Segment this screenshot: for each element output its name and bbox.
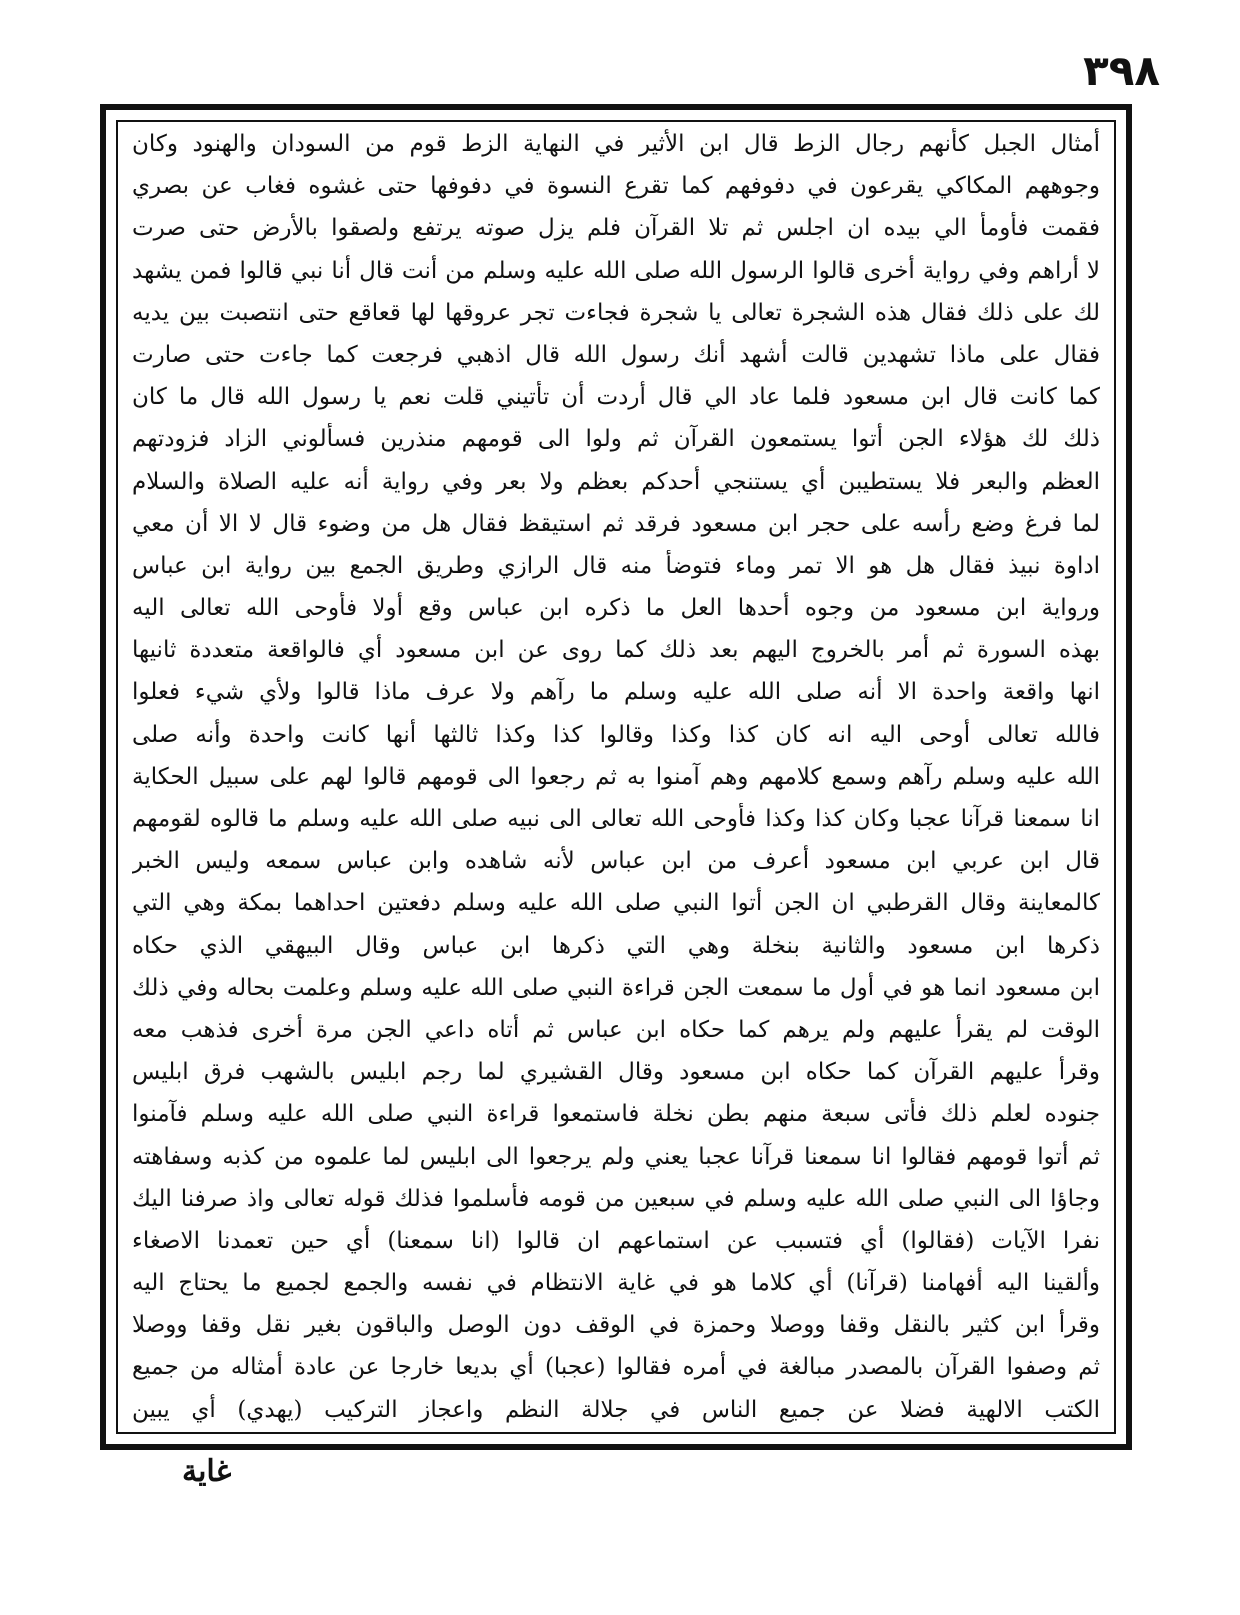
text-line: جنوده لعلم ذلك فأتى سبعة منهم بطن نخلة فاستمعوا قراءة النبي صلى الله عليه وسلم فآمنوا [132,1101,1100,1128]
text-line: نفرا الآيات (فقالوا) أي فتسبب عن استماعهم ان قالوا (انا سمعنا) أي حين تعمدنا الاصغاء [132,1227,1100,1254]
text-line: وألقينا اليه أفهامنا (قرآنا) أي كلاما هو في غاية الانتظام في نفسه والجمع لجميع ما يحتاج اليه [132,1270,1100,1297]
text-line: الكتب الالهية فضلا عن جميع الناس في جلالة النظم واعجاز التركيب (يهدي) أي يبين [132,1396,1100,1423]
text-line: فقال على ماذا تشهدين قالت أشهد أنك رسول الله قال اذهبي فرجعت كما جاءت حتى صارت [132,341,1100,368]
text-line: لك على ذلك فقال هذه الشجرة تعالى يا شجرة فجاءت تجر عروقها لها قعاقع حتى انتصبت بين يديه [132,299,1100,326]
text-line: ثم وصفوا القرآن بالمصدر مبالغة في أمره فقالوا (عجبا) أي بديعا خارجا عن عادة أمثاله من جميع [132,1354,1100,1381]
text-line: وقرأ عليهم القرآن كما حكاه ابن مسعود وقال القشيري لما رجم ابليس بالشهب فرق ابليس [132,1059,1100,1086]
text-line: ذلك لك هؤلاء الجن أتوا يستمعون القرآن ثم ولوا الى قومهم منذرين فسألوني الزاد فزودتهم [132,426,1100,453]
text-line: لما فرغ وضع رأسه على حجر ابن مسعود فرقد ثم استيقظ فقال هل من وضوء قال لا الا أن معي [132,510,1100,537]
text-line: ذكرها ابن مسعود والثانية بنخلة وهي التي ذكرها ابن عباس وقال البيهقي الذي حكاه [132,932,1100,959]
page-border [100,104,1132,1450]
page-inner-border [116,120,1116,1434]
main-text [132,128,1100,1426]
catchword: غاية [182,1454,232,1489]
text-line: بهذه السورة ثم أمر بالخروج اليهم بعد ذلك كما روى عن ابن مسعود أي فالواقعة متعددة ثانيها [132,637,1100,664]
text-line: قال ابن عربي ابن مسعود أعرف من ابن عباس لأنه شاهده وابن عباس سمعه وليس الخبر [132,848,1100,875]
text-line: فقمت فأومأ الي بيده ان اجلس ثم تلا القرآن فلم يزل صوته يرتفع ولصقوا بالأرض حتى صرت [132,215,1100,242]
text-line: اداوة نبيذ فقال هل هو الا تمر وماء فتوضأ منه قال الرازي وطريق الجمع بين رواية ابن عباس [132,552,1100,579]
text-line: الوقت لم يقرأ عليهم ولم يرهم كما حكاه ابن عباس ثم أتاه داعي الجن مرة أخرى فذهب معه [132,1016,1100,1043]
text-line: وقرأ ابن كثير بالنقل وقفا ووصلا وحمزة في الوقف دون الوصل والباقون بغير نقل وقفا ووصلا [132,1312,1100,1339]
text-line: لا أراهم وفي رواية أخرى قالوا الرسول الله صلى الله عليه وسلم من أنت قال أنا نبي قالوا فمن يشهد [132,257,1100,284]
text-line: كما كانت قال ابن مسعود فلما عاد الي قال أردت أن تأتيني قلت نعم يا رسول الله قال ما كان [132,384,1100,411]
text-line: وجاؤا الى النبي صلى الله عليه وسلم في سبعين من قومه فأسلموا فذلك قوله تعالى واذ صرفنا اليك [132,1185,1100,1212]
text-line: ثم أتوا قومهم فقالوا انا سمعنا قرآنا عجبا يعني ولم يرجعوا الى ابليس لما علموه من كذبه وسفاهته [132,1143,1100,1170]
text-line: ابن مسعود انما هو في أول ما سمعت الجن قراءة النبي صلى الله عليه وسلم وعلمت بحاله وفي ذلك [132,974,1100,1001]
text-line: وجوههم المكاكي يقرعون في دفوفهم كما تقرع النسوة في دفوفها حتى غشوه فغاب عن بصري [132,173,1100,200]
text-line: العظم والبعر فلا يستطيبن أي يستنجي أحدكم بعظم ولا بعر وفي رواية أنه عليه الصلاة والسلام [132,468,1100,495]
text-line: فالله تعالى أوحى اليه انه كان كذا وكذا وقالوا كذا وكذا ثالثها أنها كانت واحدة وأنه صلى [132,721,1100,748]
page-number: ٣٩٨ [1083,46,1160,95]
text-line: ورواية ابن مسعود من وجوه أحدها العل ما ذكره ابن عباس وقع أولا فأوحى الله تعالى اليه [132,595,1100,622]
text-line: انا سمعنا قرآنا عجبا وكان كذا وكذا فأوحى الله تعالى الى نبيه صلى الله عليه وسلم ما قالوه لقومهم [132,806,1100,832]
text-line: أمثال الجبل كأنهم رجال الزط قال ابن الأثير في النهاية الزط قوم من السودان والهنود وكان [132,131,1100,157]
text-line: انها واقعة واحدة الا أنه صلى الله عليه وسلم ما رآهم ولا عرف ماذا قالوا ولأي شيء فعلوا [132,679,1100,706]
text-line: الله عليه وسلم رآهم وسمع كلامهم وهم آمنوا به ثم رجعوا الى قومهم قالوا لهم على سبيل الحكاية [132,763,1100,790]
text-line: كالمعاينة وقال القرطبي ان الجن أتوا النبي صلى الله عليه وسلم دفعتين احداهما بمكة وهي التي [132,890,1100,917]
